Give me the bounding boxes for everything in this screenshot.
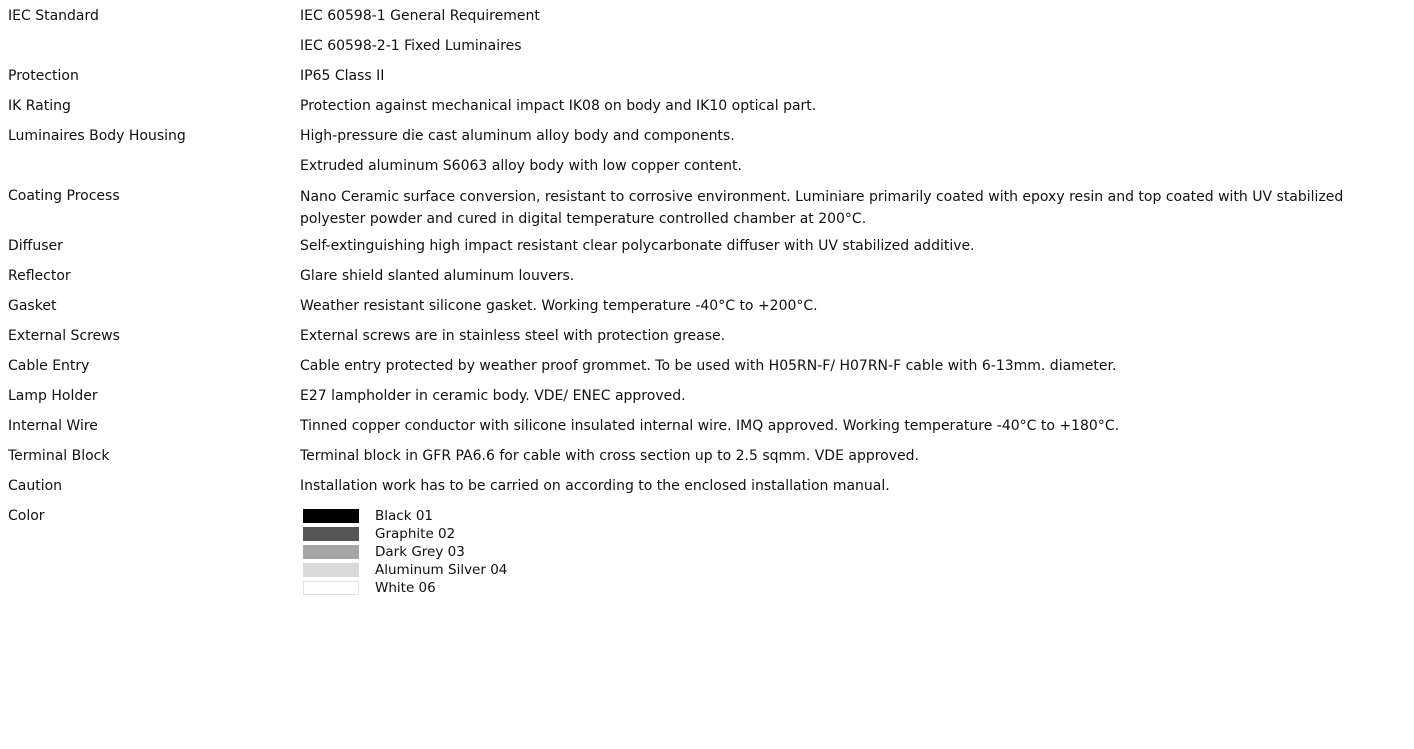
spec-row-cable-entry [0,356,1414,386]
color-option-white [303,579,1406,597]
spec-values [300,66,1414,96]
spec-value: IEC 60598-1 General Requirement [300,8,540,24]
spec-values [300,126,1414,186]
spec-value: Cable entry protected by weather proof grommet. To be used with H05RN-F/ H07RN-F cable with 6-13mm. diameter. [300,358,1117,374]
spec-values [300,266,1414,296]
color-swatch-label: Aluminum Silver 04 [375,562,508,578]
spec-row-protection [0,66,1414,96]
color-option-dark-grey [303,543,1406,561]
color-option-graphite [303,525,1406,543]
spec-values [300,356,1414,386]
color-swatch-label: White 06 [375,580,436,596]
spec-row-color [0,506,1414,597]
spec-row-internal-wire [0,416,1414,446]
spec-values [300,326,1414,356]
spec-label: Internal Wire [8,418,98,434]
spec-values [300,236,1414,266]
spec-values [300,6,1414,66]
color-swatch [303,545,359,559]
spec-label: Color [8,508,45,524]
color-swatch [303,509,359,523]
spec-row-diffuser [0,236,1414,266]
spec-label: Gasket [8,298,57,314]
spec-values [300,96,1414,126]
color-swatch [303,527,359,541]
color-option-black [303,507,1406,525]
spec-value: Terminal block in GFR PA6.6 for cable with cross section up to 2.5 sqmm. VDE approved. [300,448,919,464]
spec-row-ik-rating [0,96,1414,126]
spec-values [300,506,1414,597]
spec-value: Installation work has to be carried on according to the enclosed installation manual. [300,478,890,494]
spec-label: Luminaires Body Housing [8,128,186,144]
spec-row-terminal-block [0,446,1414,476]
spec-label: IEC Standard [8,8,99,24]
spec-values [300,446,1414,476]
color-option-aluminum-silver [303,561,1406,579]
spec-label: Terminal Block [8,448,110,464]
color-swatch [303,563,359,577]
color-swatch [303,581,359,595]
color-swatch-list [300,507,1406,597]
spec-value: Self-extinguishing high impact resistant clear polycarbonate diffuser with UV stabilized additive. [300,238,975,254]
spec-row-lamp-holder [0,386,1414,416]
spec-value: External screws are in stainless steel with protection grease. [300,328,726,344]
spec-label: Reflector [8,268,71,284]
spec-row-gasket [0,296,1414,326]
spec-value: IEC 60598-2-1 Fixed Luminaires [300,38,522,54]
spec-row-reflector [0,266,1414,296]
spec-label: Coating Process [8,188,120,204]
spec-label: External Screws [8,328,120,344]
color-swatch-label: Graphite 02 [375,526,456,542]
spec-row-caution [0,476,1414,506]
spec-label: Cable Entry [8,358,90,374]
color-swatch-label: Black 01 [375,508,433,524]
spec-row-coating-process [0,186,1414,236]
spec-values [300,386,1414,416]
color-swatch-label: Dark Grey 03 [375,544,465,560]
spec-values [300,476,1414,506]
spec-row-iec-standard [0,0,1414,66]
spec-label: Protection [8,68,79,84]
spec-label: Lamp Holder [8,388,98,404]
spec-value: IP65 Class II [300,68,385,84]
spec-row-external-screws [0,326,1414,356]
spec-values [300,186,1414,236]
spec-row-body-housing [0,126,1414,186]
spec-value: E27 lampholder in ceramic body. VDE/ ENEC approved. [300,388,686,404]
spec-value: Nano Ceramic surface conversion, resistant to corrosive environment. Luminiare primarily coated with epoxy resin and top coated with UV stabilized polyester powder and cured in digital temperature controlled chamber at 200°C. [300,189,1344,227]
spec-value: High-pressure die cast aluminum alloy body and components. [300,128,735,144]
spec-value: Protection against mechanical impact IK08 on body and IK10 optical part. [300,98,817,114]
spec-values [300,416,1414,446]
spec-value: Extruded aluminum S6063 alloy body with low copper content. [300,158,742,174]
spec-value: Weather resistant silicone gasket. Working temperature -40°C to +200°C. [300,298,818,314]
spec-label: Diffuser [8,238,63,254]
spec-label: IK Rating [8,98,71,114]
spec-value: Tinned copper conductor with silicone insulated internal wire. IMQ approved. Working temperature -40°C to +180°C. [300,418,1120,434]
spec-value: Glare shield slanted aluminum louvers. [300,268,575,284]
spec-label: Caution [8,478,63,494]
spec-values [300,296,1414,326]
